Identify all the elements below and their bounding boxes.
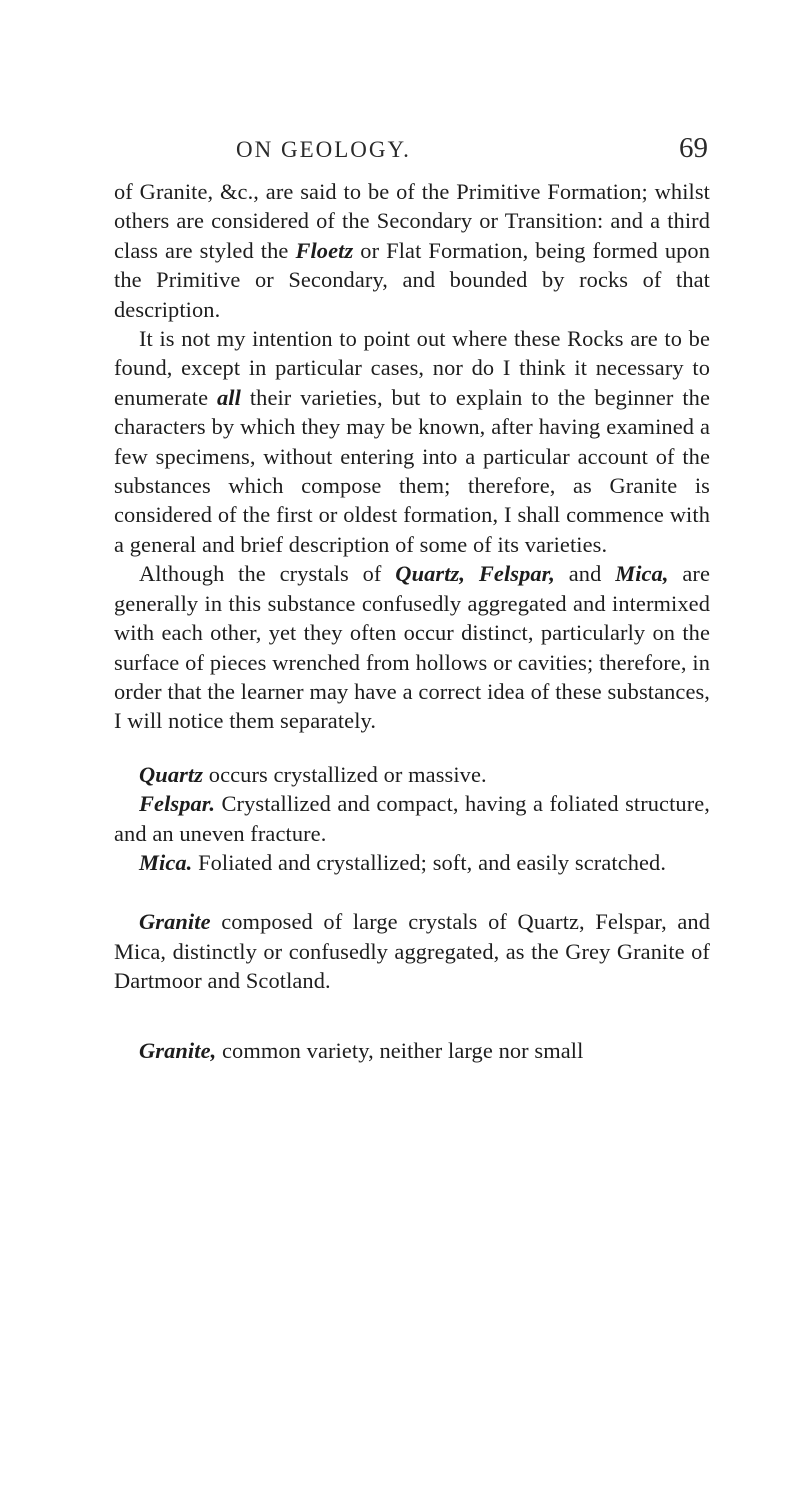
italic-term: Quartz — [139, 761, 204, 787]
text-run: Foliated and crystallized; soft, and easily scratched. — [192, 849, 667, 875]
definition-granite — [114, 907, 710, 995]
text-run — [465, 561, 479, 586]
text-run: It is not my intention to point out where these Rocks are to be found, except in particular cases, nor do I think it necessary to enumerate — [114, 326, 710, 410]
text-run: of Granite, &c., are said to be of the Primitive Formation; whilst others are considered of the Secondary or Transition: and a third class are styled the — [114, 179, 710, 263]
paragraph — [114, 559, 710, 735]
italic-term: Felspar. — [139, 791, 216, 817]
running-head — [118, 132, 708, 172]
italic-term: Granite, — [139, 1037, 217, 1063]
italic-term: Quartz, — [395, 561, 466, 587]
text-run: are generally in this substance confusedly aggregated and intermixed with each other, yet they often occur distinct, particularly on the surface of pieces wrenched from hollows or cavities; therefore, in order that the learner may have a correct idea of these substances, I will notice them separately. — [114, 561, 710, 734]
italic-term: Felspar, — [478, 561, 555, 587]
body-text — [114, 177, 710, 1065]
text-run: and — [554, 561, 616, 587]
text-run: Crystallized and compact, having a foliated structure, and an uneven fracture. — [114, 791, 710, 846]
paragraph — [114, 177, 710, 324]
definition-quartz — [114, 760, 710, 789]
text-run: or Flat Formation, being formed upon the Primitive or Secondary, and bounded by rocks of that description. — [114, 237, 711, 322]
running-title: ON GEOLOGY. — [236, 137, 411, 162]
italic-term: Mica, — [615, 561, 669, 587]
definition-granite-common — [114, 1036, 710, 1065]
italic-term: Mica. — [139, 849, 193, 875]
text-run: occurs crystallized or massive. — [203, 761, 487, 787]
italic-term: Floetz — [295, 237, 354, 263]
paragraph — [114, 324, 710, 559]
definition-felspar — [114, 789, 710, 848]
text-run: their varieties, but to explain to the beginner the characters by which they may be known, after having examined a few specimens, without entering into a particular account of the substances which compose them; therefore, as Granite is considered of the first or oldest formation, I shall commence with a general and brief description of some of its varieties. — [114, 384, 710, 557]
definition-mica — [114, 848, 710, 877]
page-number: 69 — [679, 132, 708, 164]
text-run: Although the crystals of — [139, 561, 396, 587]
text-run: common variety, neither large nor small — [216, 1037, 584, 1063]
italic-term: all — [217, 384, 241, 410]
text-run: composed of large crystals of Quartz, Felspar, and Mica, distinctly or confusedly aggregated, as the Grey Granite of Dartmoor and Scotland. — [114, 909, 710, 994]
italic-term: Granite — [139, 909, 211, 935]
